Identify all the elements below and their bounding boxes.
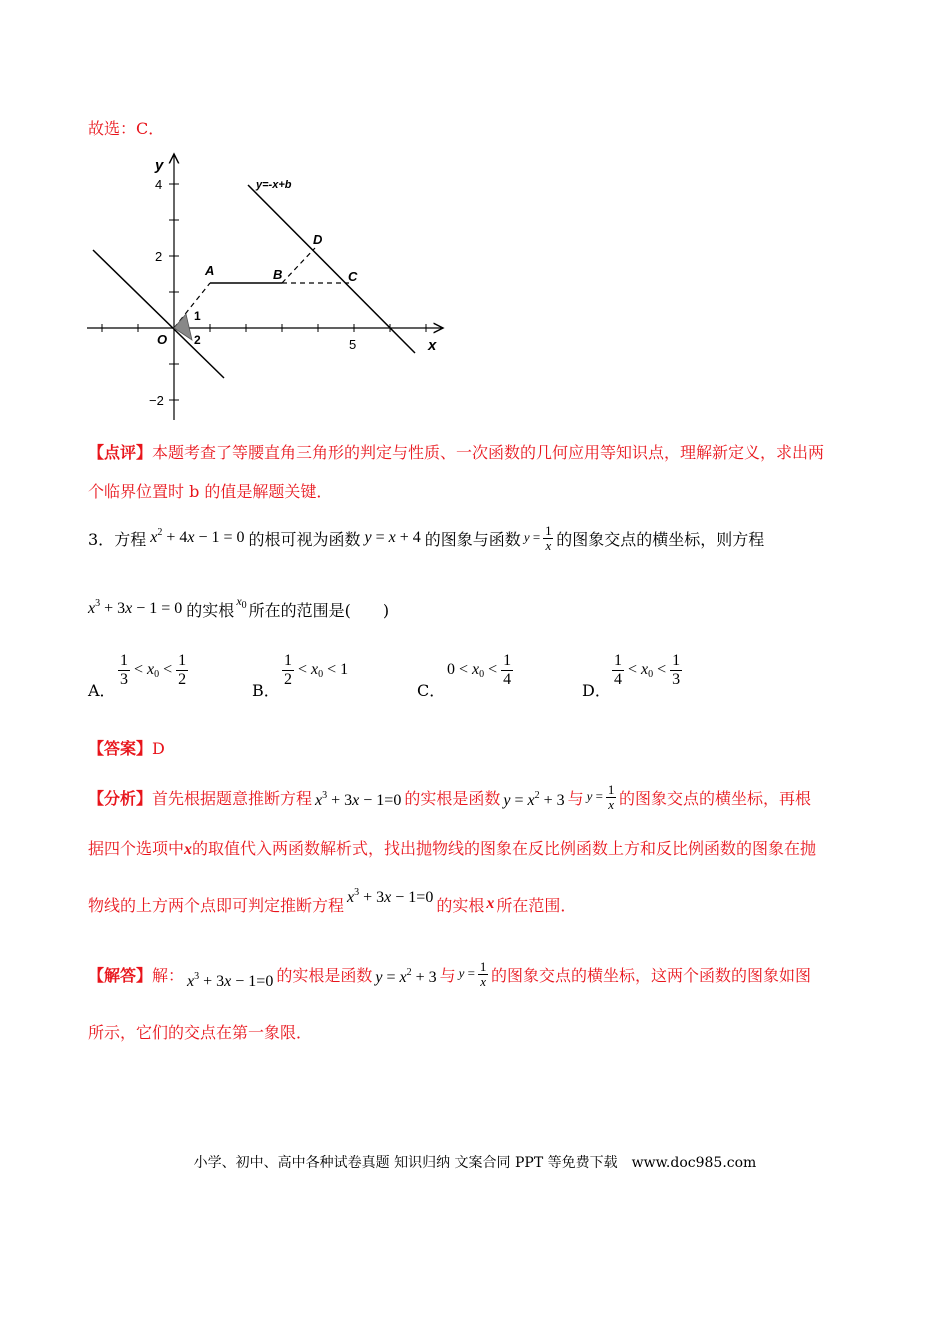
question-text-1: 方程 <box>114 529 147 549</box>
analysis-text-1: 首先根据题意推断方程 <box>152 788 313 808</box>
question-line-1 <box>88 516 764 560</box>
solution-line-1 <box>88 952 811 996</box>
angle-shading <box>174 314 192 340</box>
y-tick-4: 4 <box>155 177 163 192</box>
analysis-tag: 【分析】 <box>88 788 153 808</box>
analysis-text-3a: 物线的上方两个点即可判定推断方程 <box>88 895 345 915</box>
solution-text-0: 解： <box>152 965 185 985</box>
analysis-line-2 <box>88 836 816 859</box>
analysis-variable-x-2: x <box>486 895 495 912</box>
analysis-text-2a: 据四个选项中 <box>88 839 185 858</box>
option-b-expression: $\frac{1}{2}$ < $x_0 < 1$ <box>284 652 349 688</box>
analysis-function-parabola: $y = x^2 + 3$ <box>503 790 565 809</box>
analysis-equation-cubic-2: $x^3 + 3x - 1=0$ <box>347 887 434 906</box>
line-label: y=-x+b <box>256 179 292 191</box>
option-b-label: B． <box>252 681 280 700</box>
variable-x0: $x_0$ <box>236 593 247 611</box>
option-d-label: D． <box>582 681 611 700</box>
equation-quadratic: $x^2 + 4x - 1 = 0$ <box>150 527 245 546</box>
analysis-text-4: 的图象交点的横坐标，再根 <box>619 788 812 808</box>
equation-cubic: $x^3 + 3x - 1 = 0$ <box>88 598 183 617</box>
solution-tag: 【解答】 <box>88 965 153 985</box>
comment-line-1 <box>88 440 824 463</box>
question-line-2 <box>88 594 389 624</box>
option-c-expression: $0 < x_0$ < $\frac{1}{4}$ <box>447 652 512 688</box>
question-text-6: 所在的范围是( ) <box>248 600 390 620</box>
solution-function-reciprocal: y = $\frac{1}{x}$ <box>458 958 487 989</box>
point-b-label: B <box>273 267 283 282</box>
y-tick-neg2: −2 <box>149 393 164 408</box>
option-d-expression: $\frac{1}{4}$ < $x_0$ < $\frac{1}{3}$ <box>614 652 681 688</box>
coordinate-figure <box>85 148 455 423</box>
analysis-variable-x: x <box>184 841 193 858</box>
comment-line-2: 个临界位置时 b 的值是解题关键． <box>88 482 333 501</box>
question-text-4: 的图象交点的横坐标，则方程 <box>556 529 765 549</box>
angle-2-label: 2 <box>194 333 201 347</box>
solution-text-3: 的图象交点的横坐标，这两个函数的图象如图 <box>491 965 812 985</box>
answer-value: D <box>152 739 165 758</box>
question-text-3: 的图象与函数 <box>424 529 521 549</box>
answer-line <box>88 736 165 759</box>
option-c-label: C． <box>417 681 446 700</box>
analysis-text-2b: 的取值代入两函数解析式，找出抛物线的图象在反比例函数上方和反比例函数的图象在抛 <box>192 839 817 858</box>
comment-text-1: 本题考查了等腰直角三角形的判定与性质、一次函数的几何应用等知识点，理解新定义，求出两 <box>152 443 825 462</box>
analysis-text-3c: 所在范围． <box>496 895 577 915</box>
previous-conclusion: 故选：C． <box>88 119 165 138</box>
analysis-text-3: 与 <box>567 788 584 808</box>
y-axis-label: y <box>155 157 164 174</box>
analysis-equation-cubic: $x^3 + 3x - 1=0$ <box>315 790 402 809</box>
comment-tag: 【点评】 <box>88 443 153 462</box>
y-tick-2: 2 <box>155 249 163 264</box>
dashed-bd <box>282 248 315 283</box>
angle-1-label: 1 <box>194 309 201 323</box>
origin-label: O <box>157 332 168 347</box>
solution-text-2: 与 <box>439 965 456 985</box>
option-a-expression: $\frac{1}{3}$ < $x_0$ < $\frac{1}{2}$ <box>120 652 187 688</box>
option-a-label: A． <box>88 681 116 700</box>
analysis-line-3 <box>88 884 576 924</box>
analysis-text-2: 的实根是函数 <box>404 788 501 808</box>
function-reciprocal: y = $\frac{1}{x}$ <box>523 522 552 553</box>
solution-equation-cubic: $x^3 + 3x - 1=0$ <box>187 971 274 990</box>
solution-function-parabola: $y = x^2 + 3$ <box>375 967 437 986</box>
analysis-function-reciprocal: y = $\frac{1}{x}$ <box>586 781 615 812</box>
analysis-text-3b: 的实根 <box>436 895 485 915</box>
x-tick-5: 5 <box>349 337 357 352</box>
question-text-5: 的实根 <box>186 600 235 620</box>
solution-text-1: 的实根是函数 <box>276 965 373 985</box>
question-number: 3． <box>88 529 115 549</box>
point-c-label: C <box>348 269 358 284</box>
page-footer: 小学、初中、高中各种试卷真题 知识归纳 文案合同 PPT 等免费下载 www.doc985.com <box>193 1155 757 1171</box>
x-axis-label: x <box>428 337 437 354</box>
solution-line-2: 所示，它们的交点在第一象限． <box>88 1023 313 1042</box>
point-d-label: D <box>313 232 323 247</box>
point-a-label: A <box>205 263 215 278</box>
question-text-2: 的根可视为函数 <box>248 529 361 549</box>
answer-tag: 【答案】 <box>88 739 153 758</box>
analysis-line-1 <box>88 775 811 819</box>
function-linear: y = x + 4 <box>364 529 421 546</box>
